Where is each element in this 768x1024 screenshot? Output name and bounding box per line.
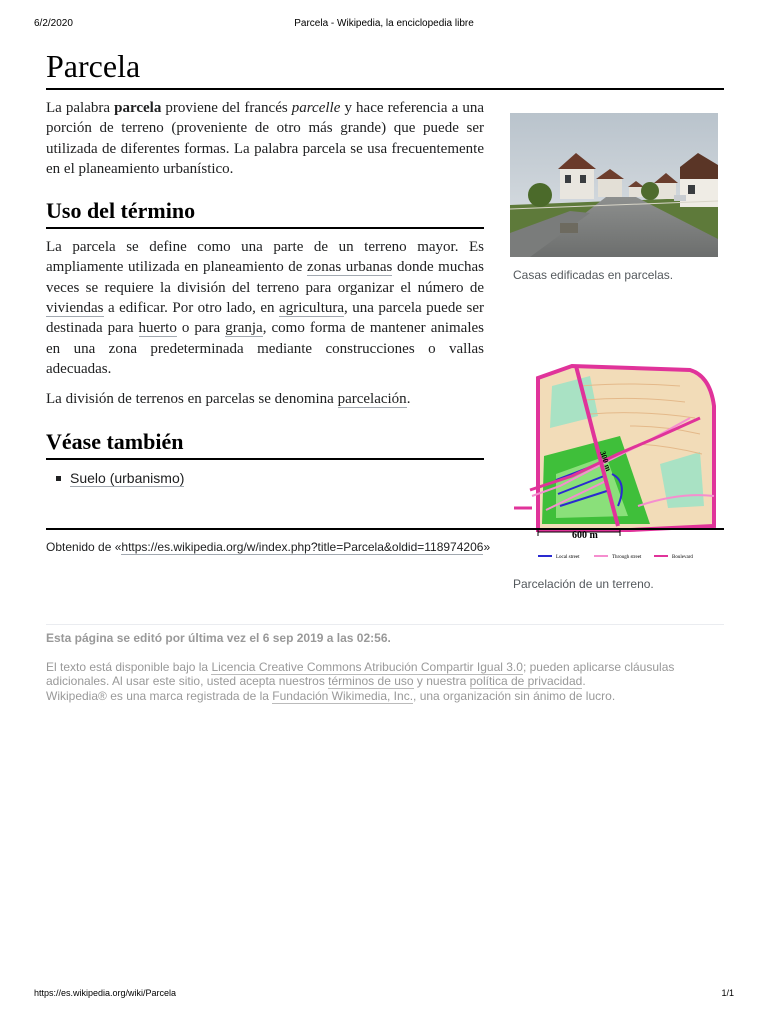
last-modified: Esta página se editó por última vez el 6 sep 2019 a las 02:56. <box>46 631 391 645</box>
intro-text-2: proviene del francés <box>161 100 292 116</box>
license-text-3: y nuestra <box>413 674 470 688</box>
trademark-text-2: , una organización sin ánimo de lucro. <box>413 688 616 703</box>
privacy-policy-link[interactable]: política de privacidad <box>469 674 583 688</box>
intro-text-1: La palabra <box>46 100 115 116</box>
retrieved-suffix: » <box>483 540 491 554</box>
intro-bold-term: parcela <box>114 100 162 116</box>
link-agricultura[interactable]: agricultura <box>279 300 345 317</box>
uso-text-3: a edificar. Por otro lado, en <box>103 300 280 317</box>
link-huerto[interactable]: huerto <box>138 320 177 337</box>
link-parcelacion[interactable]: parcelación <box>337 391 407 408</box>
houses-photo[interactable] <box>510 113 718 257</box>
license-text <box>46 660 724 689</box>
uso2-text-2: . <box>406 391 411 408</box>
link-granja[interactable]: granja <box>225 320 263 337</box>
see-also-list <box>46 468 484 488</box>
print-doc-title: Parcela - Wikipedia, la enciclopedia libre <box>294 18 474 29</box>
main-column <box>46 98 484 488</box>
section-heading-vease: Véase también <box>46 428 484 460</box>
intro-italic-term: parcelle <box>291 100 341 116</box>
uso-text-4: , una parcela puede ser destinada para <box>46 300 484 337</box>
list-item <box>46 468 484 488</box>
intro-text-3: y hace referencia a una porción de terreno (proveniente de otro más grande) que puede ser utilizada de diferentes formas. La palabra parcela se usa frecuentemente en el planeamiento urbanístico. <box>46 100 485 177</box>
print-header <box>34 18 734 32</box>
uso-paragraph-2 <box>46 389 484 409</box>
page-title: Parcela <box>46 46 724 90</box>
license-text-1: El texto está disponible bajo la <box>46 659 212 674</box>
print-footer <box>34 988 734 1002</box>
uso-text-1: La parcela se define como una parte de un terreno mayor. Es ampliamente utilizada en planeamiento de <box>46 239 484 276</box>
section-heading-uso: Uso del término <box>46 197 484 229</box>
map-dim-horizontal: 600 m <box>572 530 598 541</box>
figure-caption: Parcelación de un terreno. <box>513 577 654 591</box>
retrieved-prefix: Obtenido de « <box>46 540 122 554</box>
intro-paragraph <box>46 98 484 179</box>
print-url: https://es.wikipedia.org/wiki/Parcela <box>34 988 177 998</box>
uso-text-5: o para <box>176 320 226 337</box>
figure-parcel-map <box>510 356 718 592</box>
link-suelo-urbanismo[interactable]: Suelo (urbanismo) <box>70 469 185 486</box>
link-viviendas[interactable]: viviendas <box>46 300 104 317</box>
uso-text-6: , como forma de mantener animales en una zona predeterminada mediante construcciones o vallas adecuadas. <box>46 320 485 377</box>
link-zonas-urbanas[interactable]: zonas urbanas <box>307 259 393 276</box>
license-text-4: . <box>582 674 586 688</box>
map-dim-vertical: 300 m <box>598 449 614 473</box>
page-footer <box>46 624 724 703</box>
license-link[interactable]: Licencia Creative Commons Atribución Compartir Igual 3.0 <box>211 659 523 674</box>
license-text-2: ; pueden aplicarse cláusulas adicionales. Al usar este sitio, usted acepta nuestros <box>46 659 675 688</box>
print-date: 6/2/2020 <box>34 18 73 29</box>
uso2-text-1: La división de terrenos en parcelas se denomina <box>46 391 338 408</box>
uso-paragraph-1 <box>46 237 484 379</box>
figure-caption: Casas edificadas en parcelas. <box>513 268 674 282</box>
print-page-number: 1/1 <box>721 988 734 998</box>
uso-text-2: donde muchas veces se requiere la división del terreno para organizar el número de <box>46 259 484 296</box>
trademark-text-1: Wikipedia® es una marca registrada de la <box>46 688 273 703</box>
terms-of-use-link[interactable]: términos de uso <box>328 674 414 688</box>
retrieved-url-link[interactable]: https://es.wikipedia.org/w/index.php?title=Parcela&oldid=118974206 <box>121 540 484 554</box>
figure-houses <box>510 113 718 283</box>
legend-local-street: Local street <box>556 555 580 560</box>
trademark-text <box>46 689 724 704</box>
wikimedia-foundation-link[interactable]: Fundación Wikimedia, Inc. <box>272 688 414 703</box>
legend-boulevard: Boulevard <box>672 555 693 560</box>
legend-through-street: Through street <box>612 555 642 560</box>
retrieved-from <box>46 528 724 554</box>
bullet-icon <box>56 476 61 481</box>
